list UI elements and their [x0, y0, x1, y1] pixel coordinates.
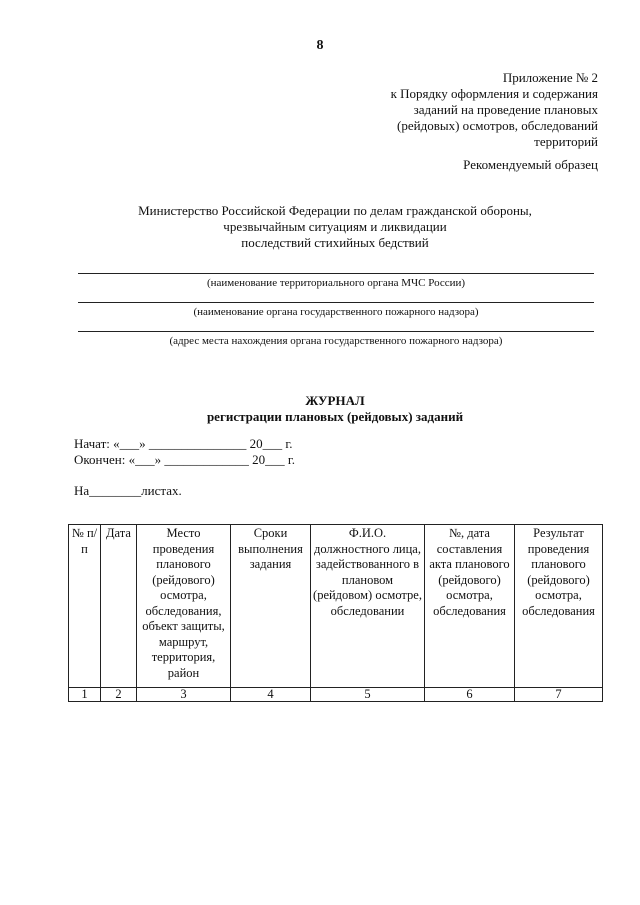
journal-heading: ЖУРНАЛ — [305, 393, 365, 408]
journal-dates — [74, 436, 295, 468]
register-table — [68, 524, 603, 702]
table-header-row — [69, 525, 603, 688]
ended-date-field[interactable]: Окончен: «___» _____________ 20___ г. — [74, 452, 295, 467]
address-caption: (адрес места нахождения органа государственного пожарного надзора) — [169, 335, 503, 347]
fire-supervision-body-line[interactable] — [78, 302, 594, 303]
fire-supervision-body-caption: (наименование органа государственного пожарного надзора) — [193, 306, 479, 318]
col-header-terms: Сроки выполнения задания — [231, 525, 311, 688]
column-number-cell: 4 — [231, 688, 311, 702]
appendix-line: территорий — [534, 134, 598, 149]
column-number-cell: 1 — [69, 688, 101, 702]
page-number: 8 — [316, 38, 324, 53]
ministry-line: Министерство Российской Федерации по делам гражданской обороны, — [138, 203, 532, 218]
appendix-line: к Порядку оформления и содержания — [390, 86, 598, 101]
territorial-body-caption: (наименование территориального органа МЧС России) — [206, 277, 466, 289]
ministry-name — [0, 203, 640, 251]
journal-title — [0, 393, 640, 425]
col-header-date: Дата — [101, 525, 137, 688]
col-header-place: Место проведения планового (рейдового) осмотра, обследования, объект защиты, маршрут, территория, район — [137, 525, 231, 688]
recommended-sample: Рекомендуемый образец — [463, 157, 598, 172]
appendix-line: заданий на проведение плановых — [413, 102, 598, 117]
journal-subheading: регистрации плановых (рейдовых) заданий — [206, 409, 464, 424]
col-header-number: № п/п — [69, 525, 101, 688]
column-number-cell: 7 — [515, 688, 603, 702]
column-number-cell: 3 — [137, 688, 231, 702]
column-number-cell: 6 — [425, 688, 515, 702]
col-header-act: №, дата составления акта планового (рейдового) осмотра, обследования — [425, 525, 515, 688]
column-number-cell: 2 — [101, 688, 137, 702]
col-header-result: Результат проведения планового (рейдового) осмотра, обследования — [515, 525, 603, 688]
started-date-field[interactable]: Начат: «___» _______________ 20___ г. — [74, 436, 293, 451]
appendix-line: (рейдовых) осмотров, обследований — [397, 118, 598, 133]
table-row — [69, 688, 603, 702]
column-number-cell: 5 — [311, 688, 425, 702]
ministry-line: чрезвычайным ситуациям и ликвидации — [223, 219, 447, 234]
appendix-line: Приложение № 2 — [502, 70, 598, 85]
sheets-count-field[interactable]: На________листах. — [74, 483, 182, 498]
address-line[interactable] — [78, 331, 594, 332]
col-header-official: Ф.И.О. должностного лица, задействованного в плановом (рейдовом) осмотре, обследовании — [311, 525, 425, 688]
ministry-line: последствий стихийных бедствий — [241, 235, 429, 250]
appendix-header — [391, 70, 598, 150]
territorial-body-line[interactable] — [78, 273, 594, 274]
